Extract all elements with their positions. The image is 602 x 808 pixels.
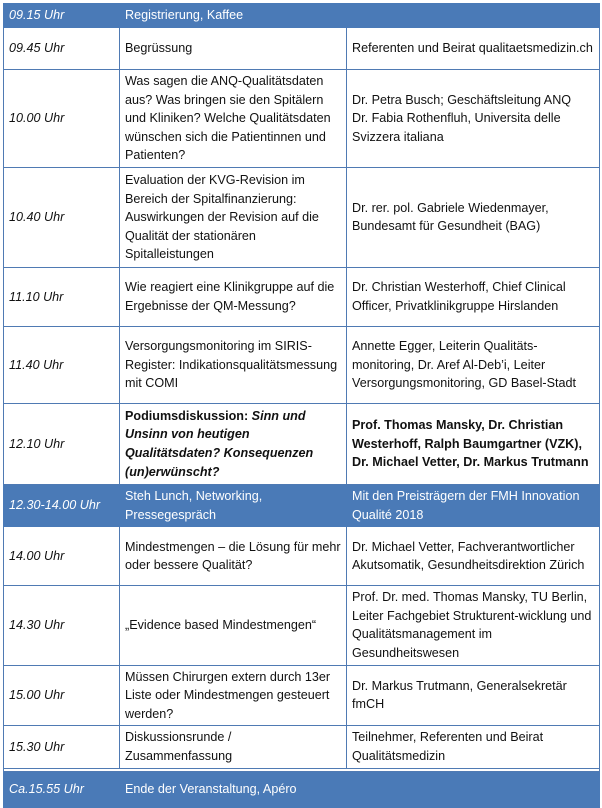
- time-cell: 10.00 Uhr: [4, 70, 120, 168]
- topic-cell: Steh Lunch, Networking, Pressegespräch: [120, 484, 347, 526]
- time-cell: 09.15 Uhr: [4, 4, 120, 28]
- panel-label: Podiumsdiskussion:: [125, 408, 249, 423]
- time-cell: 15.00 Uhr: [4, 665, 120, 726]
- topic-cell: Diskussionsrunde / Zusammenfassung: [120, 726, 347, 768]
- speaker-cell: [347, 70, 600, 168]
- table-row: [4, 70, 600, 168]
- time-cell: Ca.15.55 Uhr: [4, 771, 120, 807]
- topic-cell: Begrüssung: [120, 28, 347, 70]
- topic-cell: Was sagen die ANQ-Qualitätsdaten aus? Was bringen sie den Spitälern und Kliniken? Welche Qualitätsdaten wünschen sich die Patientinnen und Patienten?: [120, 70, 347, 168]
- table-row: [4, 403, 600, 484]
- time-cell: 14.00 Uhr: [4, 527, 120, 586]
- table-row: [4, 167, 600, 267]
- table-row: [4, 4, 600, 28]
- speaker-line: Dr. Petra Busch; Geschäftsleitung ANQ: [352, 92, 572, 107]
- speaker-cell: [347, 771, 600, 807]
- topic-cell: Registrierung, Kaffee: [120, 4, 347, 28]
- table-row: [4, 527, 600, 586]
- time-cell: 11.40 Uhr: [4, 326, 120, 403]
- table-row: [4, 586, 600, 665]
- time-cell: 11.10 Uhr: [4, 267, 120, 326]
- table-row: [4, 28, 600, 70]
- speaker-cell: Prof. Dr. med. Thomas Mansky, TU Berlin, Leiter Fachgebiet Strukturent-wicklung und Qualitätsmanagement im Gesundheitswesen: [347, 586, 600, 665]
- time-cell: 10.40 Uhr: [4, 167, 120, 267]
- speaker-cell: Annette Egger, Leiterin Qualitäts-monitoring, Dr. Aref Al-Deb’i, Leiter Versorgungsmonitoring, GD Basel-Stadt: [347, 326, 600, 403]
- table-row: [4, 326, 600, 403]
- panel-topic: Sinn und Unsinn von heutigen Qualitätsdaten? Konsequenzen (un)erwünscht?: [125, 408, 314, 479]
- time-cell: 12.10 Uhr: [4, 403, 120, 484]
- table-row: [4, 771, 600, 807]
- program-schedule: [3, 3, 600, 808]
- time-cell: 09.45 Uhr: [4, 28, 120, 70]
- speaker-cell: Dr. Markus Trutmann, Generalsekretär fmCH: [347, 665, 600, 726]
- speaker-line: Dr. Fabia Rothenfluh, Universita delle Svizzera italiana: [352, 111, 561, 144]
- speaker-cell: Prof. Thomas Mansky, Dr. Christian Westerhoff, Ralph Baumgartner (VZK), Dr. Michael Vetter, Dr. Markus Trutmann: [347, 403, 600, 484]
- time-cell: 12.30-14.00 Uhr: [4, 484, 120, 526]
- speaker-cell: Dr. Michael Vetter, Fachverantwortlicher Akutsomatik, Gesundheitsdirektion Zürich: [347, 527, 600, 586]
- table-row: [4, 665, 600, 726]
- table-row: [4, 484, 600, 526]
- topic-cell: Mindestmengen – die Lösung für mehr oder bessere Qualität?: [120, 527, 347, 586]
- topic-cell: Ende der Veranstaltung, Apéro: [120, 771, 347, 807]
- time-cell: 14.30 Uhr: [4, 586, 120, 665]
- topic-cell: Wie reagiert eine Klinikgruppe auf die Ergebnisse der QM-Messung?: [120, 267, 347, 326]
- speaker-cell: Dr. rer. pol. Gabriele Wiedenmayer, Bundesamt für Gesundheit (BAG): [347, 167, 600, 267]
- table-row: [4, 726, 600, 768]
- speaker-cell: [347, 4, 600, 28]
- topic-cell: Versorgungsmonitoring im SIRIS-Register: Indikationsqualitätsmessung mit COMI: [120, 326, 347, 403]
- topic-cell: Evaluation der KVG-Revision im Bereich der Spitalfinanzierung: Auswirkungen der Revision auf die Qualität der stationären Spitalleistungen: [120, 167, 347, 267]
- topic-cell: Müssen Chirurgen extern durch 13er Liste oder Mindestmengen gesteuert werden?: [120, 665, 347, 726]
- speaker-cell: Teilnehmer, Referenten und Beirat Qualitätsmedizin: [347, 726, 600, 768]
- topic-cell: [120, 403, 347, 484]
- speaker-cell: Referenten und Beirat qualitaetsmedizin.ch: [347, 28, 600, 70]
- schedule-table: [3, 3, 600, 808]
- table-row: [4, 267, 600, 326]
- time-cell: 15.30 Uhr: [4, 726, 120, 768]
- speaker-cell: Dr. Christian Westerhoff, Chief Clinical Officer, Privatklinikgruppe Hirslanden: [347, 267, 600, 326]
- speaker-cell: Mit den Preisträgern der FMH Innovation Qualité 2018: [347, 484, 600, 526]
- topic-cell: „Evidence based Mindestmengen“: [120, 586, 347, 665]
